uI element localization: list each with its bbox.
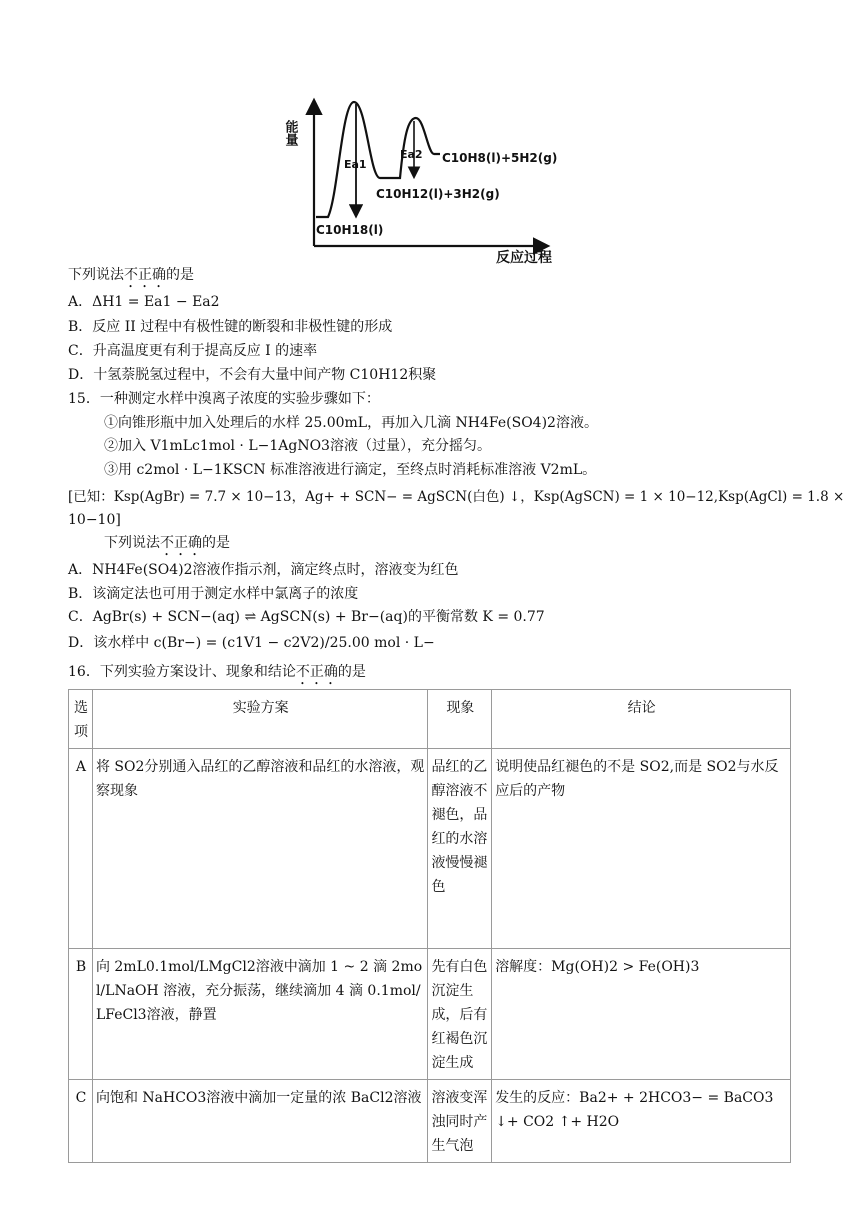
q16-table <box>68 689 791 1163</box>
ea2-label: Ea2 <box>400 148 423 161</box>
header-plan: 实验方案 <box>92 690 427 749</box>
energy-diagram <box>282 96 560 266</box>
row-conclusion: 发生的反应：Ba2+ + 2HCO3− = BaCO3 ↓+ CO2 ↑+ H2O <box>492 1080 791 1163</box>
table-row <box>69 949 791 1080</box>
q15-stem: 下列说法不正确的是 <box>104 535 230 551</box>
table-header-row <box>69 690 791 749</box>
row-phenomenon: 先有白色沉淀生成，后有红褐色沉淀生成 <box>428 949 492 1080</box>
row-phenomenon: 品红的乙醇溶液不褪色，品红的水溶液慢慢褪色 <box>428 749 492 949</box>
q15-option-a: A．NH4Fe(SO4)2溶液作指示剂，滴定终点时，溶液变为红色 <box>68 562 459 578</box>
y-axis-label: 能量 <box>282 120 298 146</box>
q14-option-a: A．ΔH1 = Ea1 − Ea2 <box>68 294 220 310</box>
header-phenomenon: 现象 <box>428 690 492 749</box>
row-option: B <box>69 949 93 1080</box>
q15-known-line1: [已知：Ksp(AgBr) = 7.7 × 10−13，Ag+ + SCN− = AgSCN(白色) ↓，Ksp(AgSCN) = 1 × 10−12,Ksp(AgCl) = 1.8 × <box>68 489 845 505</box>
row-plan: 向 2mL0.1mol/LMgCl2溶液中滴加 1 ~ 2 滴 2mol/LNaOH 溶液，充分振荡，继续滴加 4 滴 0.1mol/LFeCl3溶液，静置 <box>92 949 427 1080</box>
q15-step1: ①向锥形瓶中加入处理后的水样 25.00mL，再加入几滴 NH4Fe(SO4)2溶液。 <box>104 415 598 431</box>
q15-title: 15．一种测定水样中溴离子浓度的实验步骤如下： <box>68 391 380 407</box>
q15-option-d: D．该水样中 c(Br−) = (c1V1 − c2V2)/25.00 mol · L− <box>68 635 435 651</box>
q14-stem: 下列说法不正确的是 <box>68 267 194 283</box>
q15-option-c: C．AgBr(s) + SCN−(aq) ⇌ AgSCN(s) + Br−(aq)的平衡常数 K = 0.77 <box>68 609 545 625</box>
row-conclusion: 说明使品红褪色的不是 SO2,而是 SO2与水反应后的产物 <box>492 749 791 949</box>
q15-known-line2: 10−10] <box>68 512 121 528</box>
header-conclusion: 结论 <box>492 690 791 749</box>
q14-option-d: D．十氢萘脱氢过程中，不会有大量中间产物 C10H12积聚 <box>68 367 437 383</box>
table-row <box>69 1080 791 1163</box>
table-row <box>69 749 791 949</box>
product-label: C10H8(l)+5H2(g) <box>442 151 558 165</box>
q14-option-c: C．升高温度更有利于提高反应 I 的速率 <box>68 343 318 359</box>
x-axis-label: 反应过程 <box>496 250 552 266</box>
row-option: C <box>69 1080 93 1163</box>
row-conclusion: 溶解度：Mg(OH)2 > Fe(OH)3 <box>492 949 791 1080</box>
reactant-label: C10H18(l) <box>316 223 384 237</box>
q14-option-b: B．反应 II 过程中有极性键的断裂和非极性键的形成 <box>68 319 393 335</box>
q16-stem: 16．下列实验方案设计、现象和结论不正确的是 <box>68 664 366 680</box>
q15-step2: ②加入 V1mLc1mol · L−1AgNO3溶液（过量），充分摇匀。 <box>104 438 491 454</box>
header-option: 选项 <box>69 690 93 749</box>
row-option: A <box>69 749 93 949</box>
intermediate-label: C10H12(l)+3H2(g) <box>376 187 500 201</box>
q15-step3: ③用 c2mol · L−1KSCN 标准溶液进行滴定，至终点时消耗标准溶液 V2mL。 <box>104 462 597 478</box>
ea1-label: Ea1 <box>344 158 367 171</box>
q15-option-b: B．该滴定法也可用于测定水样中氯离子的浓度 <box>68 586 359 602</box>
row-phenomenon: 溶液变浑浊同时产生气泡 <box>428 1080 492 1163</box>
row-plan: 向饱和 NaHCO3溶液中滴加一定量的浓 BaCl2溶液 <box>92 1080 427 1163</box>
row-plan: 将 SO2分别通入品红的乙醇溶液和品红的水溶液，观察现象 <box>92 749 427 949</box>
